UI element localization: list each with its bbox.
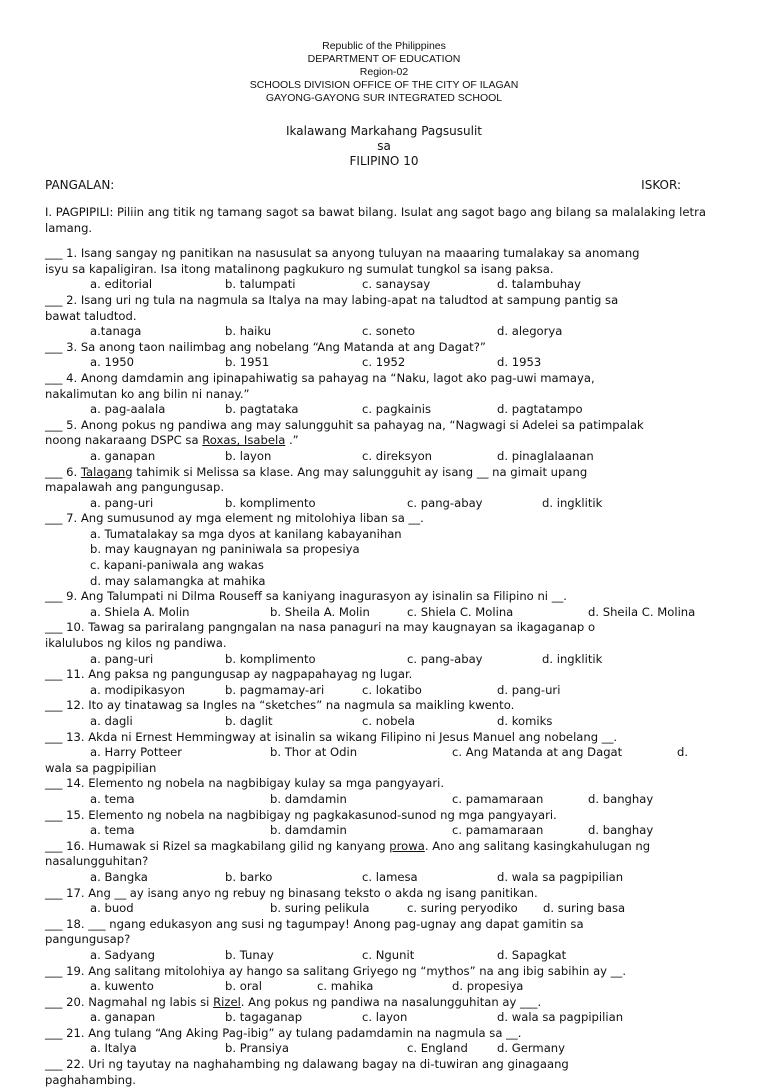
option-row bbox=[45, 683, 725, 699]
underlined-word: Roxas, Isabela bbox=[202, 433, 286, 448]
answer-option: a. Bangka bbox=[90, 869, 148, 884]
answer-option: b. haiku bbox=[225, 324, 272, 339]
answer-option: b. Thor at Odin bbox=[270, 745, 358, 760]
answer-option: a. pang-uri bbox=[90, 651, 154, 666]
answer-option: d. ingklitik bbox=[542, 651, 603, 666]
header-line: Republic of the Philippines bbox=[322, 40, 446, 52]
answer-option: d. talambuhay bbox=[497, 277, 582, 292]
answer-option: a. modipikasyon bbox=[90, 682, 185, 697]
answer-option: a. ganapan bbox=[90, 1010, 156, 1025]
answer-option: a. kuwento bbox=[90, 979, 154, 994]
answer-option: b. tagaganap bbox=[225, 1010, 303, 1025]
answer-option: c. nobela bbox=[362, 714, 416, 728]
option-row bbox=[45, 1041, 725, 1057]
answer-option: d. suring basa bbox=[543, 901, 626, 916]
option-row bbox=[45, 901, 725, 917]
question-stem: isyu sa kapaligiran. Isa itong matalinong pagkukuro ng sumulat tungkol sa isang paksa. bbox=[45, 261, 554, 276]
answer-option: d. wala sa pagpipilian bbox=[497, 1010, 624, 1025]
answer-option: d. may salamangka at mahika bbox=[90, 573, 266, 588]
answer-option: b. Tunay bbox=[225, 947, 274, 962]
answer-option: c. pamamaraan bbox=[452, 791, 544, 806]
question-stem: mapalawah ang pangungusap. bbox=[45, 480, 225, 495]
answer-option: a. editorial bbox=[90, 277, 153, 292]
answer-option: c. Ngunit bbox=[362, 947, 415, 962]
answer-option: b. talumpati bbox=[225, 277, 296, 292]
answer-option: a. Italya bbox=[90, 1041, 137, 1056]
answer-option: c. pang-abay bbox=[407, 495, 483, 510]
answer-option: a. tema bbox=[90, 791, 135, 806]
option-row bbox=[45, 714, 725, 730]
answer-option: d. wala sa pagpipilian bbox=[497, 869, 624, 884]
option-row bbox=[45, 948, 725, 964]
score-label: ISKOR: bbox=[641, 178, 681, 192]
question-stem: pangungusap? bbox=[45, 932, 131, 947]
question-stem: ___ 5. Anong pokus ng pandiwa ang may salungguhit sa pahayag na, “Nagwagi si Adelei sa patimpalak bbox=[45, 417, 644, 432]
question-stem: ___ 3. Sa anong taon nailimbag ang nobelang “Ang Matanda at ang Dagat?” bbox=[45, 339, 486, 354]
question-stem: ___ 13. Akda ni Ernest Hemmingway at isinalin sa wikang Filipino ni Jesus Manuel ang nobelang __. bbox=[45, 729, 618, 744]
title-line: FILIPINO 10 bbox=[349, 154, 419, 168]
question-stem: ___ 9. Ang Talumpati ni Dilma Rouseff sa kaniyang inagurasyon ay isinalin sa Filipino ni __. bbox=[45, 589, 567, 604]
option-continuation: wala sa pagpipilian bbox=[45, 760, 157, 775]
option-row bbox=[45, 496, 725, 512]
answer-option: b. pagmamay-ari bbox=[225, 682, 325, 697]
question-stem: ___ 15. Elemento ng nobela na nagbibigay ng pagkakasunod-sunod ng mga pangyayari. bbox=[45, 807, 557, 822]
question-stem: ___ 12. Ito ay tinatawag sa Ingles na “sketches” na nagmula sa maikling kwento. bbox=[45, 698, 515, 713]
option-row bbox=[45, 823, 725, 839]
question-stem: ___ 21. Ang tulang “Ang Aking Pag-ibig” ay tulang padamdamin na nagmula sa __. bbox=[45, 1025, 522, 1040]
answer-option: d. ingklitik bbox=[542, 495, 603, 510]
answer-option: b. oral bbox=[225, 979, 262, 994]
underlined-word: Rizel bbox=[213, 994, 241, 1009]
question-stem: noong nakaraang DSPC sa Roxas, Isabela .” bbox=[45, 433, 299, 448]
underlined-word: Talagang bbox=[80, 464, 133, 479]
answer-option: c. sanaysay bbox=[362, 277, 431, 292]
answer-option: d. banghay bbox=[588, 791, 654, 806]
title-line: Ikalawang Markahang Pagsusulit bbox=[285, 124, 482, 138]
answer-option: c. mahika bbox=[317, 979, 374, 994]
question-stem: ___ 18. ___ ngang edukasyon ang susi ng tagumpay! Anong pag-ugnay ang dapat gamitin sa bbox=[45, 916, 584, 931]
option-row bbox=[45, 355, 725, 371]
exam-body bbox=[45, 205, 725, 1088]
answer-option: a.tanaga bbox=[90, 324, 142, 339]
answer-option: d. 1953 bbox=[497, 355, 542, 370]
option-row bbox=[45, 605, 725, 621]
answer-option: d. banghay bbox=[588, 823, 654, 838]
question-stem: ___ 19. Ang salitang mitolohiya ay hango sa salitang Griyego ng “mythos” na ang ibig sabihin ay __. bbox=[45, 963, 627, 978]
header-line: DEPARTMENT OF EDUCATION bbox=[307, 53, 461, 65]
answer-option: c. pamamaraan bbox=[452, 823, 544, 838]
answer-option: b. Pransiya bbox=[225, 1041, 289, 1056]
question-stem: ___ 11. Ang paksa ng pangungusap ay nagpapahayag ng lugar. bbox=[45, 667, 413, 682]
option-row bbox=[45, 652, 725, 668]
answer-option: d. bbox=[677, 745, 689, 760]
answer-option: c. kapani-paniwala ang wakas bbox=[90, 558, 264, 573]
option-row bbox=[45, 792, 725, 808]
answer-option: a. Sadyang bbox=[90, 947, 155, 962]
answer-option: d. komiks bbox=[497, 714, 553, 728]
answer-option: d. alegorya bbox=[497, 324, 563, 339]
answer-option: d. Germany bbox=[497, 1041, 566, 1056]
answer-option: b. damdamin bbox=[270, 823, 347, 838]
question-stem: ___ 4. Anong damdamin ang ipinapahiwatig sa pahayag na “Naku, lagot ako pag-uwi mamaya, bbox=[45, 370, 595, 385]
answer-option: c. lokatibo bbox=[362, 682, 422, 697]
answer-option: b. komplimento bbox=[225, 495, 316, 510]
header-line: SCHOOLS DIVISION OFFICE OF THE CITY OF ILAGAN bbox=[249, 79, 519, 91]
answer-option: b. layon bbox=[225, 448, 272, 463]
header-line: GAYONG-GAYONG SUR INTEGRATED SCHOOL bbox=[265, 92, 503, 104]
answer-option: c. pagkainis bbox=[362, 402, 432, 417]
question-stem: ___ 6. Talagang tahimik si Melissa sa klase. Ang may salungguhit ay isang __ na gimait upang bbox=[45, 464, 588, 479]
answer-option: c. Shiela C. Molina bbox=[407, 604, 514, 619]
answer-option: c. pang-abay bbox=[407, 651, 483, 666]
answer-option: c. suring peryodiko bbox=[407, 901, 518, 916]
answer-option: d. Sapagkat bbox=[497, 947, 567, 962]
answer-option: b. damdamin bbox=[270, 791, 347, 806]
answer-option: a. pag-aalala bbox=[90, 402, 166, 417]
option-row bbox=[45, 745, 725, 761]
answer-option: d. propesiya bbox=[452, 979, 524, 994]
answer-option: b. daglit bbox=[225, 714, 273, 728]
answer-option: a. ganapan bbox=[90, 448, 156, 463]
question-stem: ___ 14. Elemento ng nobela na nagbibigay kulay sa mga pangyayari. bbox=[45, 776, 445, 791]
answer-option: c. lamesa bbox=[362, 869, 418, 884]
answer-option: b. Sheila A. Molin bbox=[270, 604, 370, 619]
instruction: I. PAGPIPILI: Piliin ang titik ng tamang sagot sa bawat bilang. Isulat ang sagot bago ang bilang sa malalaking letra lamang. bbox=[45, 205, 706, 235]
question-stem: nasalungguhitan? bbox=[45, 854, 149, 869]
question-stem: paghahambing. bbox=[45, 1072, 136, 1087]
school-header bbox=[0, 40, 768, 105]
header-line: Region-02 bbox=[359, 66, 409, 78]
underlined-word: prowa bbox=[389, 838, 425, 853]
answer-option: a. tema bbox=[90, 823, 135, 838]
answer-option: b. pagtataka bbox=[225, 402, 299, 417]
question-stem: ___ 16. Humawak si Rizel sa magkabilang gilid ng kanyang prowa. Ano ang salitang kasingkahulugan ng bbox=[45, 838, 651, 853]
answer-option: c. England bbox=[407, 1041, 468, 1056]
answer-option: d. pang-uri bbox=[497, 682, 561, 697]
option-row bbox=[45, 324, 725, 340]
name-label: PANGALAN: bbox=[45, 178, 115, 192]
answer-option: a. Shiela A. Molin bbox=[90, 604, 190, 619]
option-row bbox=[45, 979, 725, 995]
question-stem: ___ 1. Isang sangay ng panitikan na nasusulat sa anyong tuluyan na maaaring tumalakay sa anomang bbox=[45, 246, 640, 261]
answer-option: b. barko bbox=[225, 869, 273, 884]
answer-option: b. suring pelikula bbox=[270, 901, 370, 916]
question-stem: ikalulubos ng kilos ng pandiwa. bbox=[45, 636, 227, 651]
question-stem: ___ 22. Uri ng tayutay na naghahambing ng dalawang bagay na di-tuwiran ang ginagaang bbox=[45, 1057, 569, 1072]
answer-option: c. Ang Matanda at ang Dagat bbox=[452, 745, 623, 760]
option-row bbox=[45, 402, 725, 418]
question-stem: bawat taludtod. bbox=[45, 308, 137, 323]
answer-option: c. soneto bbox=[362, 324, 415, 339]
answer-option: a. dagli bbox=[90, 714, 133, 728]
answer-option: c. direksyon bbox=[362, 448, 433, 463]
question-stem: ___ 17. Ang __ ay isang anyo ng rebuy ng binasang teksto o akda ng isang panitikan. bbox=[45, 885, 538, 900]
answer-option: b. komplimento bbox=[225, 651, 316, 666]
name-score-row bbox=[45, 178, 681, 192]
option-row bbox=[45, 870, 725, 886]
answer-option: d. pinaglalaanan bbox=[497, 448, 594, 463]
answer-option: b. 1951 bbox=[225, 355, 270, 370]
answer-option: a. Harry Potteer bbox=[90, 745, 182, 760]
answer-option: a. 1950 bbox=[90, 355, 134, 370]
answer-option: a. Tumatalakay sa mga dyos at kanilang kabayanihan bbox=[90, 526, 402, 541]
question-stem: ___ 20. Nagmahal ng labis si Rizel. Ang pokus ng pandiwa na nasalungguhitan ay ___. bbox=[45, 994, 542, 1009]
answer-option: a. buod bbox=[90, 901, 134, 916]
exam-title bbox=[0, 124, 768, 169]
question-stem: ___ 2. Isang uri ng tula na nagmula sa Italya na may labing-apat na taludtod at sampung pantig sa bbox=[45, 292, 619, 307]
option-row bbox=[45, 277, 725, 293]
answer-option: d. pagtatampo bbox=[497, 402, 583, 417]
answer-option: b. may kaugnayan ng paniniwala sa propesiya bbox=[90, 542, 360, 557]
question-stem: nakalimutan ko ang bilin ni nanay.” bbox=[45, 386, 250, 401]
option-row bbox=[45, 449, 725, 465]
question-stem: ___ 10. Tawag sa pariralang pangngalan na nasa panaguri na may kaugnayan sa ikagaganap o bbox=[45, 620, 596, 635]
title-line: sa bbox=[377, 139, 391, 153]
answer-option: a. pang-uri bbox=[90, 495, 154, 510]
answer-option: c. layon bbox=[362, 1010, 408, 1025]
answer-option: c. 1952 bbox=[362, 355, 406, 370]
answer-option: d. Sheila C. Molina bbox=[588, 604, 696, 619]
question-stem: ___ 7. Ang sumusunod ay mga element ng mitolohiya liban sa __. bbox=[45, 511, 424, 526]
